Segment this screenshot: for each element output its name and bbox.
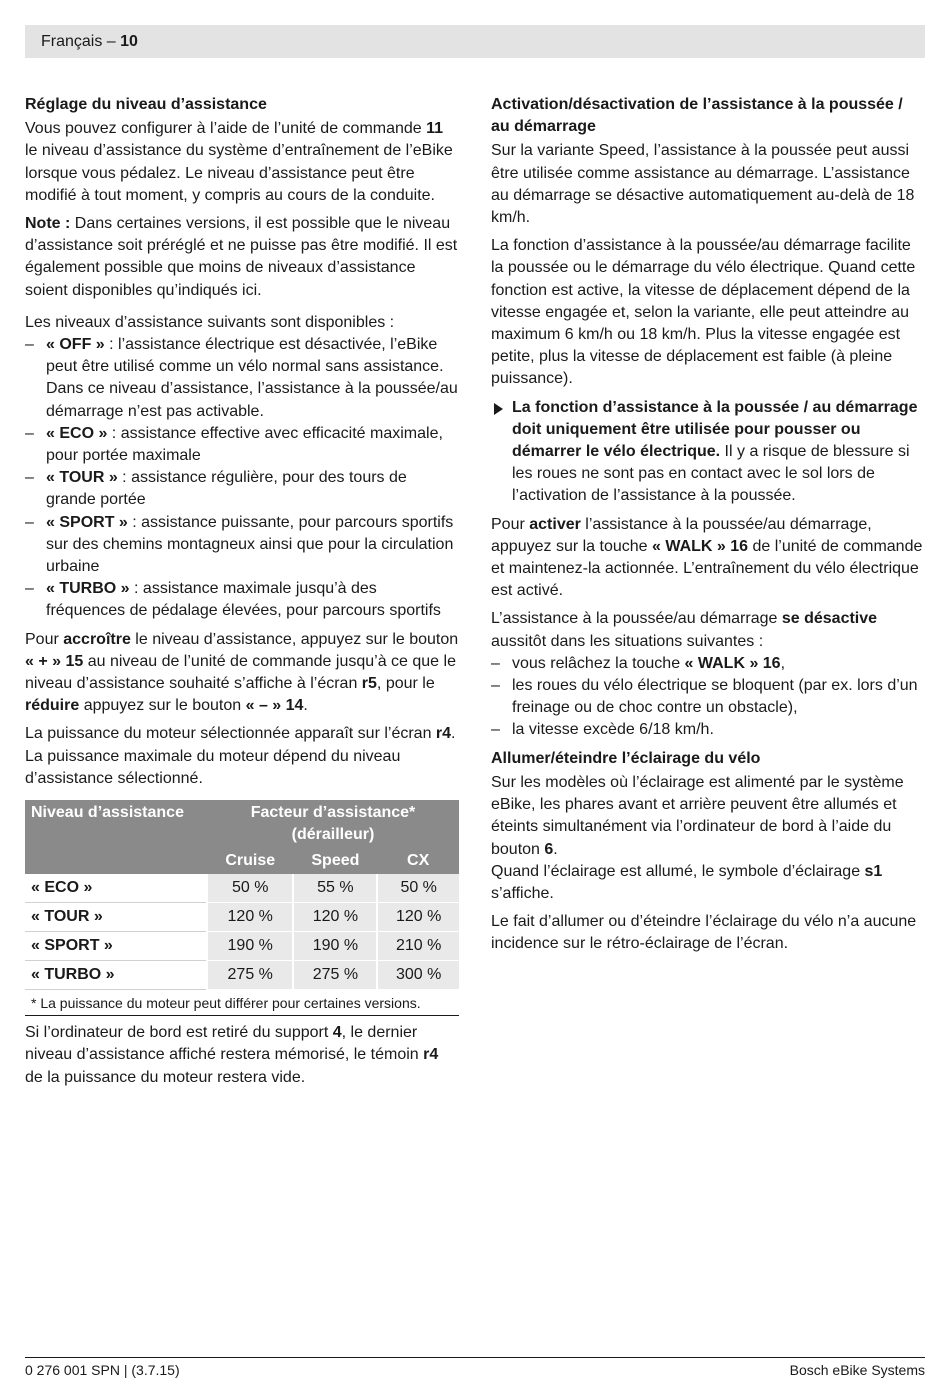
table-cell-level: « TOUR » bbox=[25, 903, 207, 932]
list-item bbox=[25, 512, 459, 579]
paragraph-memory bbox=[25, 1022, 459, 1089]
right-column bbox=[491, 94, 925, 962]
text: Sur les modèles où l’éclairage est alimenté par le système eBike, les phares avant et arrière peuvent être allumés et éteints simultanément via l’ordinateur de bord à l’aide du bouton bbox=[491, 773, 904, 858]
table-cell: 300 % bbox=[377, 961, 459, 990]
table-header-level: Niveau d’assistance bbox=[25, 800, 207, 848]
table-cell: 50 % bbox=[207, 874, 293, 903]
heading-assistance-level: Réglage du niveau d’assistance bbox=[25, 96, 267, 113]
bold: r4 bbox=[435, 725, 452, 743]
footer-divider bbox=[25, 1357, 925, 1358]
text: le niveau d’assistance, appuyez sur le bouton bbox=[130, 630, 459, 648]
header-language: Français bbox=[41, 33, 103, 50]
text: aussitôt dans les situations suivantes : bbox=[491, 632, 764, 650]
header-line: Facteur d’assistance* bbox=[250, 804, 416, 822]
bold: s1 bbox=[864, 862, 883, 880]
assistance-table bbox=[25, 800, 459, 990]
bold: activer bbox=[529, 515, 581, 533]
text: Pour bbox=[491, 515, 530, 533]
bold: « + » 15 bbox=[25, 652, 84, 670]
paragraph-function: La fonction d’assistance à la poussée/au démarrage facilite la poussée ou le démarrage du vélo électrique. Quand cette fonction est active, la vitesse de déplacement dépend de la vitesse engagée et, selon la variante, elle peut atteindre au maximum 6 km/h ou 18 km/h. Plus la vitesse engagée est petite, plus la vitesse de déplacement est faible (à pleine puissance). bbox=[491, 237, 916, 388]
paragraph-activate bbox=[491, 514, 925, 603]
bold: accroître bbox=[63, 630, 131, 648]
paragraph-backlight: Le fait d’allumer ou d’éteindre l’éclairage du vélo n’a aucune incidence sur le rétro-éclairage de l’écran. bbox=[491, 913, 917, 953]
footer-doc-number: 0 276 001 SPN | (3.7.15) bbox=[25, 1362, 180, 1378]
table-cell: 275 % bbox=[207, 961, 293, 990]
level-name: « TURBO » bbox=[46, 580, 130, 598]
bold: réduire bbox=[25, 697, 80, 715]
paragraph-power bbox=[25, 723, 459, 790]
level-name: « ECO » bbox=[46, 424, 108, 442]
table-row bbox=[25, 903, 459, 932]
paragraph-deactivate bbox=[491, 608, 925, 652]
text: La puissance du moteur sélectionnée apparaît sur l’écran bbox=[25, 725, 436, 743]
table-cell: 120 % bbox=[377, 903, 459, 932]
text: le niveau d’assistance du système d’entraînement de l’eBike lorsque vous pédalez. Le niveau d’assistance peut être modifié à tout moment, y compris au cours de la conduite. bbox=[25, 142, 453, 204]
list-item: – la vitesse excède 6/18 km/h. bbox=[491, 719, 925, 741]
table-cell-level: « ECO » bbox=[25, 874, 207, 903]
table-cell: 210 % bbox=[377, 932, 459, 961]
text: s’affiche. bbox=[491, 884, 554, 902]
table-header-empty bbox=[25, 848, 207, 874]
deactivate-list bbox=[491, 653, 925, 742]
warning-bold: La fonction d’assistance à la poussée / au démarrage doit uniquement être utilisée pour pousser ou démarrer le vélo électrique. bbox=[512, 398, 918, 461]
table-cell: 190 % bbox=[293, 932, 377, 961]
text: , pour le bbox=[376, 675, 435, 693]
list-item: – les roues du vélo électrique se bloquent (par ex. lors d’un freinage ou de choc contre un obstacle), bbox=[491, 675, 925, 719]
text: . bbox=[553, 840, 558, 858]
bold: « WALK » 16 bbox=[684, 654, 781, 672]
list-item bbox=[491, 653, 925, 675]
table-row bbox=[25, 874, 459, 903]
text: , le dernier niveau d’assistance affiché restera mémorisé, le témoin bbox=[25, 1024, 424, 1064]
text: de la puissance du moteur restera vide. bbox=[25, 1068, 306, 1086]
level-text: : assistance maximale jusqu’à des fréquences de pédalage élevées, pour parcours sportifs bbox=[46, 580, 441, 620]
table-cell-level: « SPORT » bbox=[25, 932, 207, 961]
table-cell: 275 % bbox=[293, 961, 377, 990]
level-text: : assistance effective avec efficacité maximale, pour portée maximale bbox=[46, 424, 443, 465]
text: de l’unité de commande et maintenez-la actionnée. L’entraînement du vélo électrique est activé. bbox=[491, 537, 923, 600]
table-cell-level: « TURBO » bbox=[25, 961, 207, 990]
list-item bbox=[25, 334, 459, 423]
warning-text: Il y a risque de blessure si les roues ne sont pas en contact avec le sol lors de l’activation de l’assistance à la poussée. bbox=[512, 443, 910, 505]
text: . La puissance maximale du moteur dépend du niveau d’assistance sélectionné. bbox=[25, 725, 456, 787]
heading-lighting: Allumer/éteindre l’éclairage du vélo bbox=[491, 749, 761, 767]
warning-triangle-icon bbox=[494, 403, 503, 415]
text: au niveau de l’unité de commande jusqu’à ce que le niveau d’assistance souhaité s’affiche à l’écran bbox=[25, 652, 456, 693]
text: Pour bbox=[25, 630, 64, 648]
text: Dans certaines versions, il est possible que le niveau d’assistance soit préréglé et ne puisse pas être modifié. Il est également possible que moins de niveaux d’assistance soient disponibles qu’indiqués ici. bbox=[25, 215, 458, 299]
page-header bbox=[25, 25, 925, 58]
footer-brand: Bosch eBike Systems bbox=[789, 1362, 925, 1378]
bold: 4 bbox=[332, 1024, 342, 1042]
ref: 11 bbox=[426, 120, 444, 138]
list-item bbox=[25, 423, 459, 467]
text: vous relâchez la touche bbox=[512, 654, 685, 672]
header-separator: – bbox=[102, 33, 121, 50]
table-cell: 120 % bbox=[293, 903, 377, 932]
text: l’assistance à la poussée/au démarrage, appuyez sur la touche bbox=[491, 515, 872, 555]
paragraph-increase bbox=[25, 629, 459, 718]
table-footnote: * La puissance du moteur peut différer pour certaines versions. bbox=[25, 990, 459, 1016]
table-cell: 50 % bbox=[377, 874, 459, 903]
levels-list bbox=[25, 334, 459, 623]
heading-walk-assist: Activation/désactivation de l’assistance à la poussée / au démarrage bbox=[491, 96, 903, 136]
bold: se désactive bbox=[781, 610, 878, 628]
level-text: : l’assistance électrique est désactivée, l’eBike peut être utilisé comme un vélo normal sans assistance. Dans ce niveau d’assistance, l’assistance à la poussée/au démarrage n’est pas activable. bbox=[46, 336, 458, 420]
page-number: 10 bbox=[120, 33, 138, 50]
paragraph-note bbox=[25, 213, 459, 302]
bold: r5 bbox=[361, 675, 377, 693]
text: Vous pouvez configurer à l’aide de l’unité de commande bbox=[25, 120, 427, 138]
paragraph-lighting bbox=[491, 772, 925, 905]
left-column bbox=[25, 94, 459, 1095]
table-subheader: Speed bbox=[293, 848, 377, 874]
table-cell: 190 % bbox=[207, 932, 293, 961]
levels-intro: Les niveaux d’assistance suivants sont disponibles : bbox=[25, 313, 395, 331]
bold: 6 bbox=[544, 840, 554, 858]
table-row bbox=[25, 961, 459, 990]
note-label: Note : bbox=[25, 215, 71, 233]
bold: r4 bbox=[423, 1046, 439, 1064]
bold: « WALK » 16 bbox=[652, 537, 749, 555]
text: L’assistance à la poussée/au démarrage bbox=[491, 610, 782, 628]
paragraph-intro bbox=[25, 118, 459, 207]
text: Quand l’éclairage est allumé, le symbole d’éclairage bbox=[491, 862, 865, 880]
text: appuyez sur le bouton bbox=[79, 697, 246, 715]
header-line: (dérailleur) bbox=[291, 826, 375, 844]
table-cell: 120 % bbox=[207, 903, 293, 932]
bold: « – » 14 bbox=[245, 697, 304, 715]
table-subheader: Cruise bbox=[207, 848, 293, 874]
warning-block bbox=[491, 397, 925, 508]
paragraph-speed: Sur la variante Speed, l’assistance à la poussée peut aussi être utilisée comme assistance au démarrage. L’assistance au démarrage se désactive automatiquement au-delà de 18 km/h. bbox=[491, 142, 915, 227]
table-header-factor bbox=[207, 800, 459, 848]
level-text: : assistance régulière, pour des tours de grande portée bbox=[46, 469, 407, 509]
list-item bbox=[25, 578, 459, 622]
text: . bbox=[303, 697, 308, 715]
level-text: : assistance puissante, pour parcours sportifs sur des chemins montagneux ainsi que pour la circulation urbaine bbox=[46, 513, 454, 576]
table-row bbox=[25, 932, 459, 961]
text: Si l’ordinateur de bord est retiré du support bbox=[25, 1024, 333, 1042]
table-subheader: CX bbox=[377, 848, 459, 874]
level-name: « TOUR » bbox=[46, 469, 118, 487]
list-item bbox=[25, 467, 459, 511]
level-name: « OFF » bbox=[46, 336, 105, 354]
level-name: « SPORT » bbox=[46, 513, 128, 531]
table-cell: 55 % bbox=[293, 874, 377, 903]
text: , bbox=[780, 654, 786, 672]
